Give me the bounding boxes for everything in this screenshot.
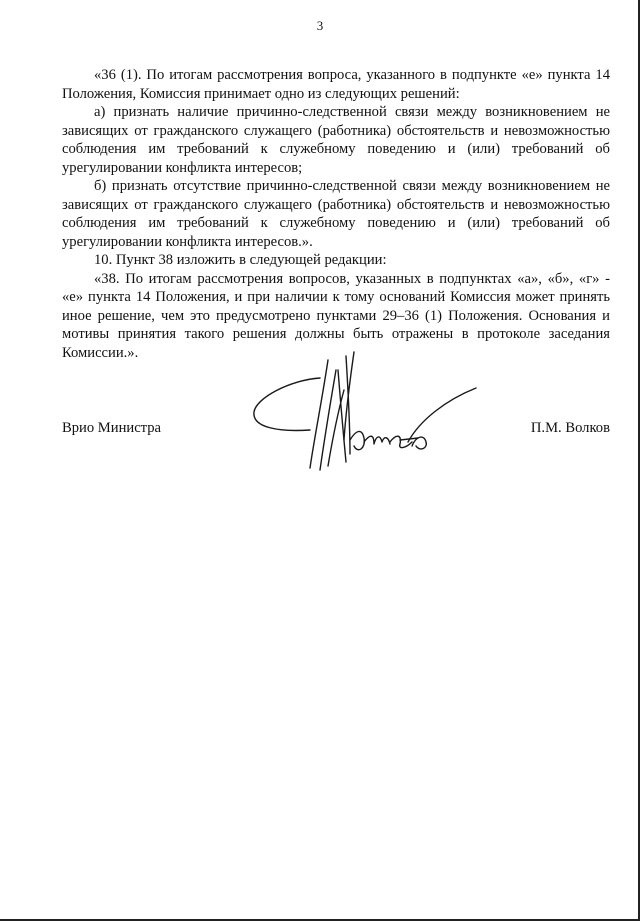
document-body [62,66,610,362]
paragraph-10: 10. Пункт 38 изложить в следующей редакции: [94,252,387,268]
paragraph-item-b: б) признать отсутствие причинно-следственной связи между возникновением не зависящих от гражданского служащего (работника) обстоятельств и невозможностью соблюдения им требований к служебному поведению и (или) требований об урегулировании конфликта интересов.». [62,178,610,250]
signatory-title: Врио Министра [62,420,161,436]
paragraph-36-1: «36 (1). По итогам рассмотрения вопроса, указанного в подпункте «е» пункта 14 Положения, Комиссия принимает одно из следующих решений: [62,67,610,102]
paragraph-38: «38. По итогам рассмотрения вопросов, указанных в подпунктах «а», «б», «г» - «е» пункта 14 Положения, и при наличии к тому оснований Комиссия может принять иное решение, чем это предусмотрено пунктами 29–36 (1) Положения. Основания и мотивы принятия такого решения должны быть отражены в протоколе заседания Комиссии.». [62,270,610,361]
paragraph-item-a: а) признать наличие причинно-следственной связи между возникновением не зависящих от гражданского служащего (работника) обстоятельств и невозможностью соблюдения им требований к служебному поведению и (или) требований об урегулировании конфликта интересов; [62,104,610,176]
handwritten-signature [250,350,480,480]
signatory-name: П.М. Волков [530,420,610,436]
page-number: 3 [316,18,324,33]
